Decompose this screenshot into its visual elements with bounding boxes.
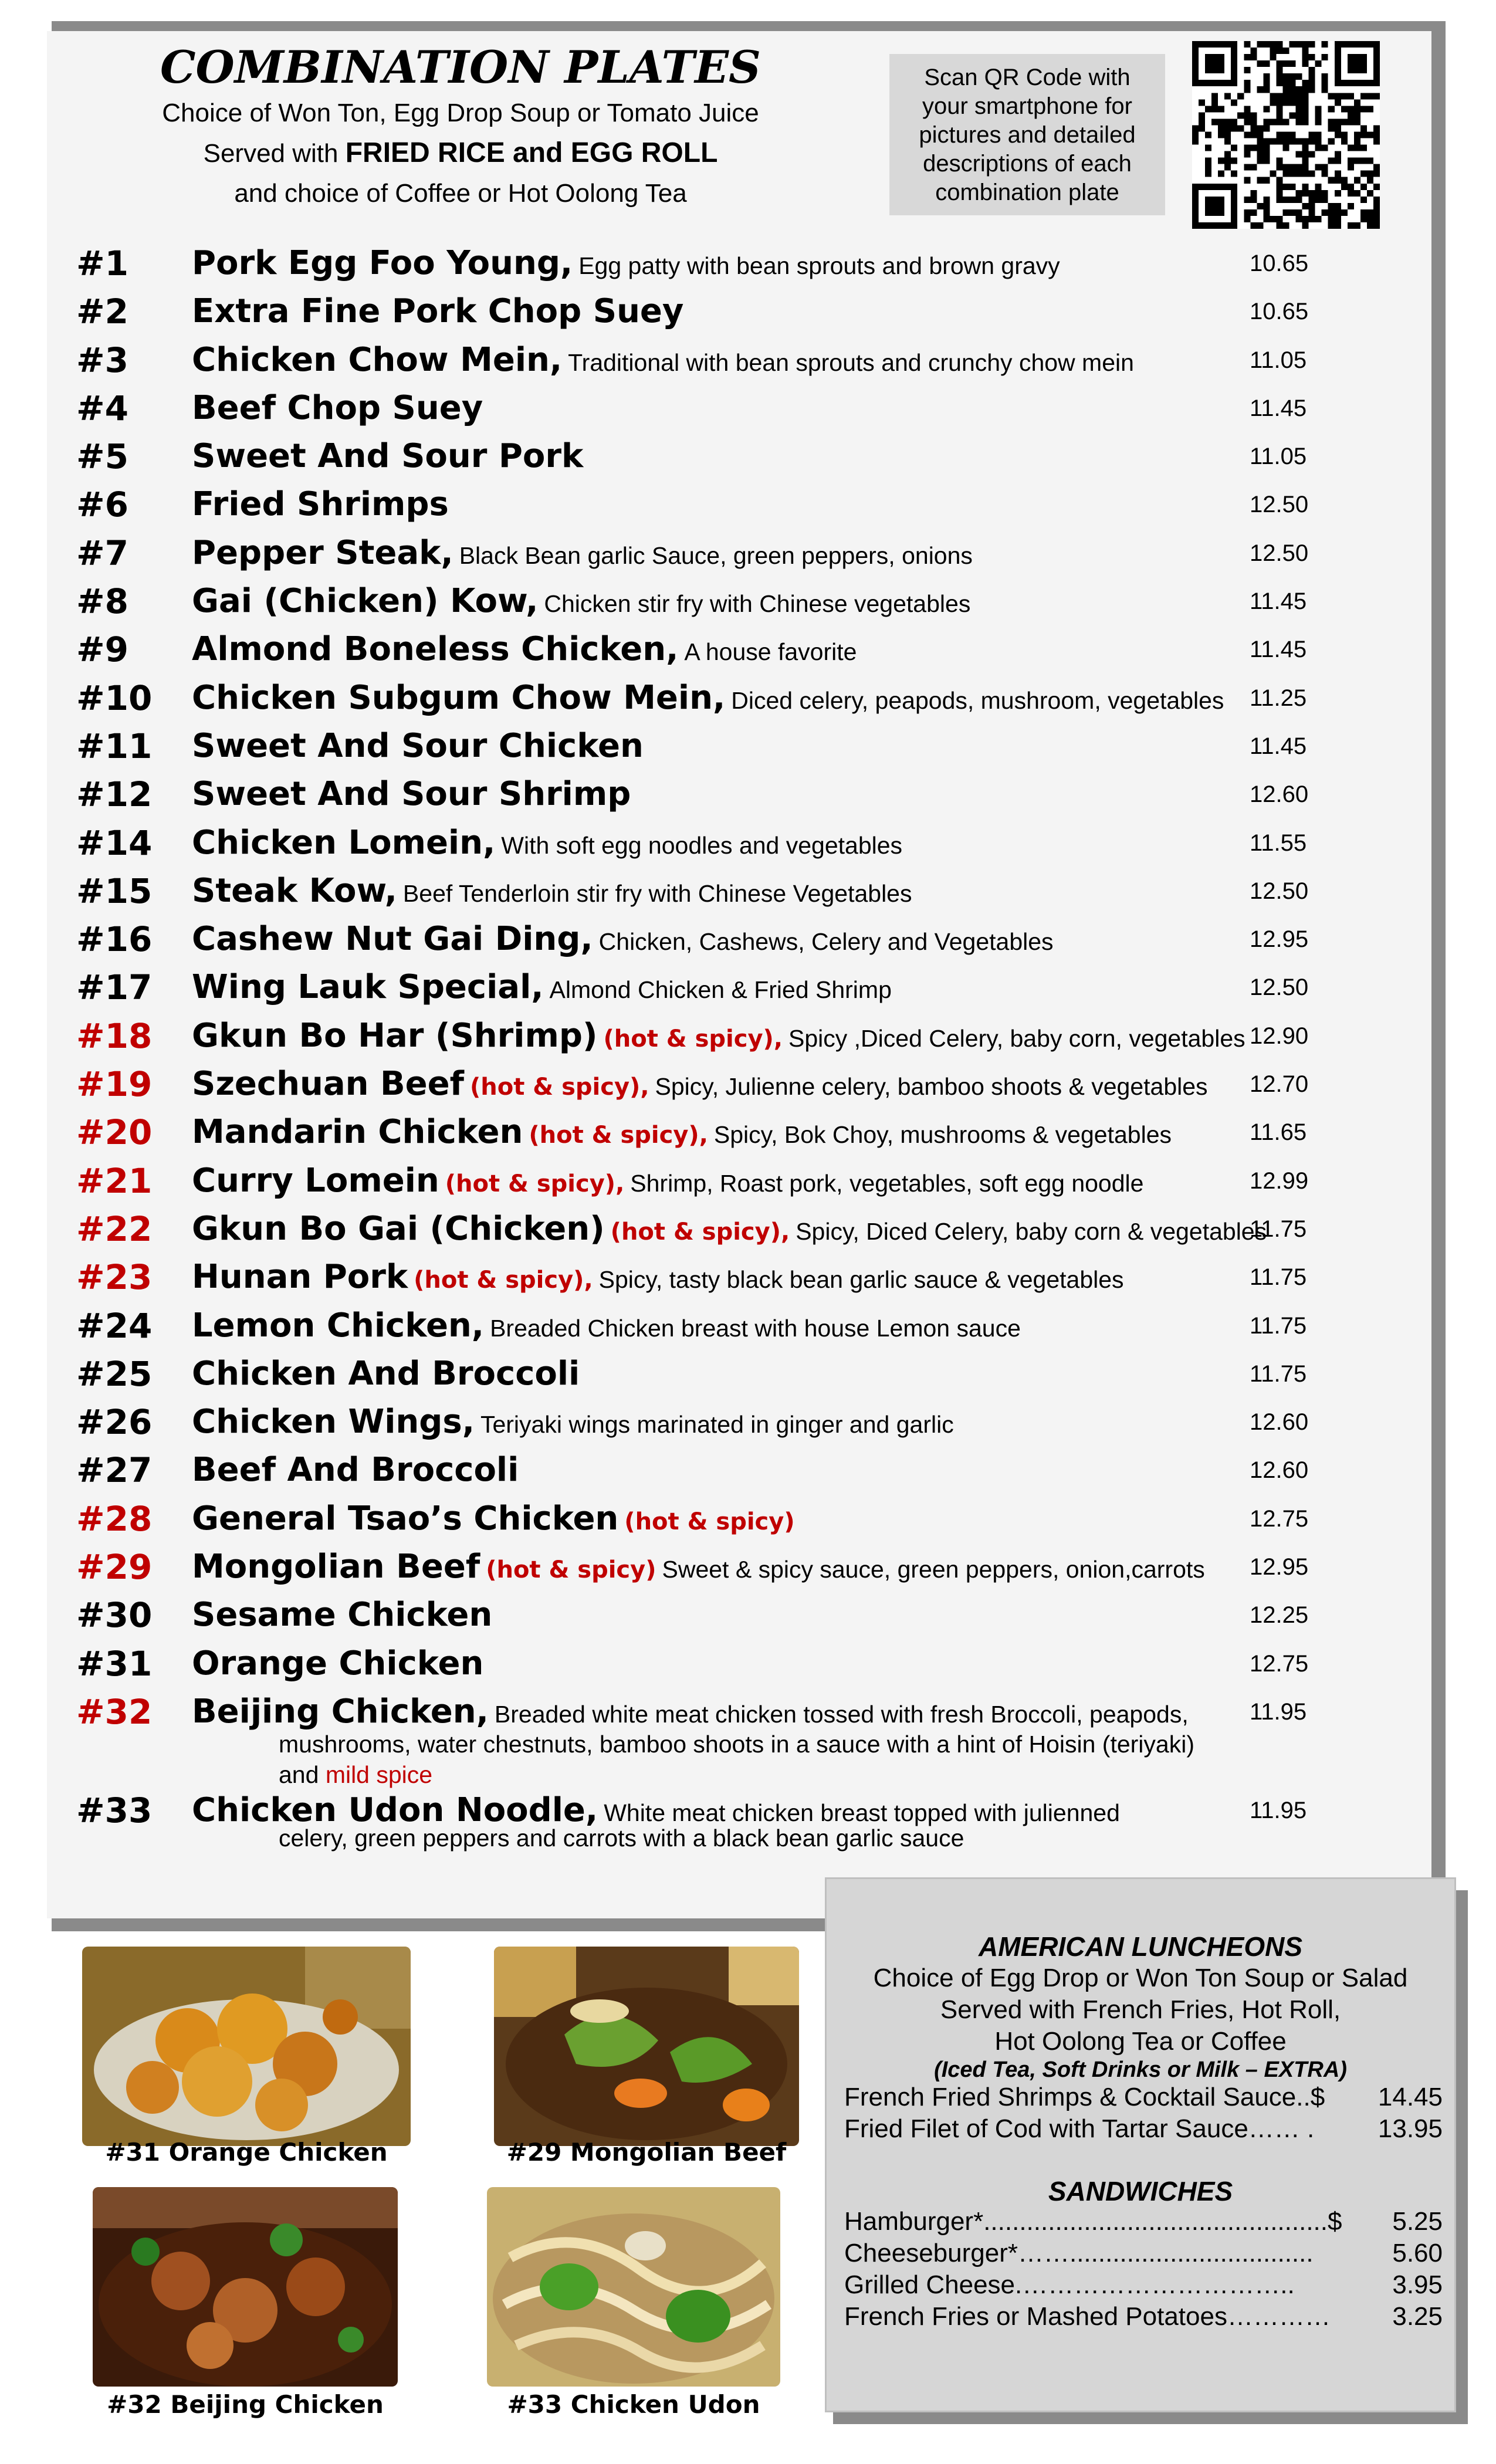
menu-item xyxy=(76,1495,1385,1543)
item-line xyxy=(192,1302,1021,1358)
item-price: 11.05 xyxy=(1250,347,1307,373)
item-number: #4 xyxy=(76,388,128,428)
item-name: Beef Chop Suey xyxy=(192,388,483,427)
luncheon-item-label: Fried Filet of Cod with Tartar Sauce…… . xyxy=(844,2114,1315,2143)
luncheons-extra-note: (Iced Tea, Soft Drinks or Milk – EXTRA) xyxy=(934,2057,1347,2082)
sandwiches-title: SANDWICHES xyxy=(1048,2176,1233,2206)
item-number: #2 xyxy=(76,292,128,332)
item-number: #6 xyxy=(76,485,128,525)
item-name: Beef And Broccoli xyxy=(192,1451,519,1490)
item-price: 12.25 xyxy=(1250,1602,1309,1629)
page-title: COMBINATION PLATES xyxy=(160,41,761,93)
item-number: #15 xyxy=(76,871,153,911)
menu-item xyxy=(76,1350,1385,1398)
luncheon-item-label: French Fried Shrimps & Cocktail Sauce..$ xyxy=(844,2083,1325,2111)
item-number: #12 xyxy=(76,774,153,815)
item-name: Almond Boneless Chicken, xyxy=(192,630,679,669)
item-name: Hunan Pork xyxy=(192,1258,408,1297)
menu-item xyxy=(76,480,1385,529)
item-description-cont: celery, green peppers and carrots with a black bean garlic sauce xyxy=(279,1824,964,1852)
item-line xyxy=(192,1398,954,1454)
menu-item xyxy=(76,674,1385,722)
served-with xyxy=(94,133,827,174)
menu-item xyxy=(76,722,1385,770)
item-price: 12.50 xyxy=(1250,492,1309,518)
item-name: Mongolian Beef xyxy=(192,1548,480,1586)
item-description: Beef Tenderloin stir fry with Chinese Vegetables xyxy=(402,879,912,907)
item-price: 12.95 xyxy=(1250,1554,1309,1580)
luncheons-title: AMERICAN LUNCHEONS xyxy=(979,1931,1302,1962)
item-price: 12.70 xyxy=(1250,1071,1309,1098)
menu-item xyxy=(76,915,1385,963)
item-number: #27 xyxy=(76,1450,153,1491)
item-line xyxy=(192,770,631,826)
luncheon-item xyxy=(827,2083,1454,2114)
menu-item xyxy=(76,1060,1385,1108)
item-number: #14 xyxy=(76,823,153,863)
item-name: Chicken And Broccoli xyxy=(192,1354,580,1393)
item-number: #1 xyxy=(76,243,128,283)
chicken-udon-photo xyxy=(487,2187,780,2387)
item-line xyxy=(192,577,970,633)
item-name: Sweet And Sour Shrimp xyxy=(192,775,631,814)
item-name: Sweet And Sour Chicken xyxy=(192,726,644,765)
item-description: Spicy, tasty black bean garlic sauce & vegetables xyxy=(598,1266,1124,1294)
item-name: Chicken Subgum Chow Mein, xyxy=(192,678,726,717)
item-name: Sesame Chicken xyxy=(192,1596,493,1634)
item-description: Breaded white meat chicken tossed with fresh Broccoli, peapods, xyxy=(494,1700,1189,1728)
sandwich-item-label: Grilled Cheese.………………………….. xyxy=(844,2270,1295,2299)
item-name: Cashew Nut Gai Ding, xyxy=(192,920,593,959)
item-number: #24 xyxy=(76,1305,153,1346)
item-name: Mandarin Chicken xyxy=(192,1113,523,1152)
menu-item xyxy=(76,1302,1385,1350)
qr-note-line: Scan QR Code with xyxy=(924,65,1131,90)
item-line xyxy=(192,1012,1245,1068)
item-number: #17 xyxy=(76,967,153,1008)
item-description: Spicy, Bok Choy, mushrooms & vegetables xyxy=(713,1121,1172,1149)
item-name: Sweet And Sour Pork xyxy=(192,437,584,476)
item-description: Spicy, Julienne celery, bamboo shoots & vegetables xyxy=(655,1073,1208,1101)
spicy-tag: (hot & spicy), xyxy=(470,1074,649,1101)
item-description-line xyxy=(279,1759,1194,1790)
item-price: 11.45 xyxy=(1250,733,1307,759)
item-price: 11.45 xyxy=(1250,395,1307,421)
item-line xyxy=(192,1350,580,1406)
item-price: 11.75 xyxy=(1250,1360,1307,1387)
sandwich-item-label: French Fries or Mashed Potatoes………… xyxy=(844,2302,1331,2331)
item-line xyxy=(192,1543,1205,1599)
menu-item xyxy=(76,1640,1385,1688)
item-price: 12.50 xyxy=(1250,974,1309,1001)
item-description: White meat chicken breast topped with julienned xyxy=(604,1799,1120,1826)
item-price: 11.95 xyxy=(1250,1797,1307,1823)
item-number: #23 xyxy=(76,1257,153,1298)
item-line xyxy=(192,1108,1172,1164)
spicy-tag: (hot & spicy) xyxy=(624,1508,795,1535)
item-line xyxy=(192,1591,492,1647)
item-line xyxy=(192,915,1054,971)
item-name: Chicken Lomein, xyxy=(192,823,496,862)
item-price: 10.65 xyxy=(1250,251,1309,276)
item-number: #28 xyxy=(76,1498,153,1539)
item-price: 12.60 xyxy=(1250,1409,1309,1436)
item-line xyxy=(192,1060,1208,1116)
menu-item xyxy=(76,1688,1385,1786)
menu-item xyxy=(76,529,1385,577)
drink-choice: and choice of Coffee or Hot Oolong Tea xyxy=(234,179,687,208)
luncheon-item xyxy=(827,2114,1454,2146)
menu-item xyxy=(76,1012,1385,1060)
item-description: Chicken, Cashews, Celery and Vegetables xyxy=(598,928,1054,956)
item-description: A house favorite xyxy=(684,638,857,666)
sandwich-item-price: 3.95 xyxy=(1392,2270,1443,2299)
item-description-cont xyxy=(279,1729,1194,1790)
item-number: #33 xyxy=(76,1790,153,1830)
sandwich-item-price: 5.25 xyxy=(1392,2207,1443,2236)
item-price: 11.65 xyxy=(1250,1119,1307,1146)
menu-item xyxy=(76,963,1385,1011)
item-number: #10 xyxy=(76,678,153,718)
menu-item xyxy=(76,1543,1385,1591)
menu-item xyxy=(76,1591,1385,1639)
item-price: 11.95 xyxy=(1250,1698,1307,1725)
item-number: #31 xyxy=(76,1643,153,1684)
item-price: 11.75 xyxy=(1250,1216,1307,1242)
spicy-tag: (hot & spicy) xyxy=(486,1556,656,1584)
item-line xyxy=(192,867,912,923)
spicy-tag: (hot & spicy), xyxy=(529,1122,708,1149)
item-number: #32 xyxy=(76,1691,153,1732)
menu-item xyxy=(76,432,1385,480)
item-number: #30 xyxy=(76,1595,153,1636)
beijing-chicken-photo xyxy=(93,2187,398,2387)
qr-note xyxy=(889,54,1165,215)
item-number: #26 xyxy=(76,1402,153,1443)
luncheon-item-price: 13.95 xyxy=(1377,2114,1443,2143)
sandwich-item xyxy=(827,2207,1454,2239)
item-line xyxy=(192,1253,1124,1309)
sandwich-item-price: 5.60 xyxy=(1392,2239,1443,2267)
photo-caption: #33 Chicken Udon xyxy=(507,2390,760,2419)
item-name: Chicken Chow Mein, xyxy=(192,340,563,379)
menu-item xyxy=(76,1108,1385,1156)
item-description: Traditional with bean sprouts and crunchy chow mein xyxy=(568,348,1134,376)
item-name: General Tsao’s Chicken xyxy=(192,1499,619,1538)
item-price: 11.75 xyxy=(1250,1264,1307,1291)
item-number: #22 xyxy=(76,1209,153,1249)
menu-item xyxy=(76,1253,1385,1301)
item-number: #21 xyxy=(76,1160,153,1201)
item-name: Wing Lauk Special, xyxy=(192,968,544,1007)
item-number: #9 xyxy=(76,629,128,670)
menu-item xyxy=(76,1786,1385,1852)
item-number: #8 xyxy=(76,581,128,622)
item-description: With soft egg noodles and vegetables xyxy=(501,831,903,859)
item-line xyxy=(192,722,644,778)
orange-chicken-photo xyxy=(82,1947,411,2146)
item-number: #3 xyxy=(76,340,128,380)
item-price: 12.50 xyxy=(1250,878,1309,904)
spicy-tag: (hot & spicy), xyxy=(445,1170,625,1197)
item-description: Diced celery, peapods, mushroom, vegetables xyxy=(731,686,1224,714)
luncheon-item-price: 14.45 xyxy=(1377,2083,1443,2111)
item-price: 12.60 xyxy=(1250,1457,1309,1484)
menu-item xyxy=(76,1446,1385,1494)
item-description: Teriyaki wings marinated in ginger and garlic xyxy=(480,1411,954,1439)
item-line xyxy=(192,1205,1267,1261)
item-name: Steak Kow, xyxy=(192,871,397,910)
photo-caption: #31 Orange Chicken xyxy=(105,2138,388,2167)
item-line xyxy=(192,287,683,343)
sandwich-item xyxy=(827,2239,1454,2270)
item-description-text: and xyxy=(279,1761,326,1788)
item-price: 11.55 xyxy=(1250,830,1307,856)
item-price: 11.75 xyxy=(1250,1312,1307,1339)
item-line xyxy=(192,384,483,440)
menu-item xyxy=(76,1157,1385,1205)
item-number: #16 xyxy=(76,919,153,960)
item-number: #11 xyxy=(76,726,153,766)
menu-header xyxy=(94,41,827,214)
item-number: #19 xyxy=(76,1064,153,1105)
item-description: Breaded Chicken breast with house Lemon sauce xyxy=(490,1314,1021,1342)
menu-item xyxy=(76,1398,1385,1446)
item-description: Egg patty with bean sprouts and brown gravy xyxy=(578,252,1060,279)
menu-item xyxy=(76,1205,1385,1253)
luncheons-line: Choice of Egg Drop or Won Ton Soup or Salad xyxy=(873,1964,1408,1992)
menu-item xyxy=(76,384,1385,432)
item-name: Extra Fine Pork Chop Suey xyxy=(192,292,684,331)
item-description: Black Bean garlic Sauce, green peppers, onions xyxy=(459,541,973,569)
item-number: #5 xyxy=(76,436,128,477)
item-line xyxy=(192,625,857,681)
item-price: 12.95 xyxy=(1250,926,1309,953)
menu-item xyxy=(76,819,1385,867)
item-line xyxy=(192,819,902,875)
menu-item xyxy=(76,770,1385,818)
item-description: Chicken stir fry with Chinese vegetables xyxy=(544,590,971,618)
spicy-tag: (hot & spicy), xyxy=(610,1218,790,1245)
item-line xyxy=(192,1495,795,1551)
luncheons-line: Hot Oolong Tea or Coffee xyxy=(994,2027,1287,2056)
item-line xyxy=(192,336,1134,392)
item-price: 12.75 xyxy=(1250,1505,1309,1532)
item-name: Pepper Steak, xyxy=(192,533,453,572)
sandwich-item-label: Hamburger*................................................$ xyxy=(844,2207,1342,2236)
item-line xyxy=(192,1446,519,1502)
item-name: Lemon Chicken, xyxy=(192,1306,485,1345)
sandwich-item-price: 3.25 xyxy=(1392,2302,1443,2331)
qr-note-line: descriptions of each xyxy=(923,151,1132,177)
item-number: #18 xyxy=(76,1016,153,1056)
item-line xyxy=(192,529,973,585)
item-name: Curry Lomein xyxy=(192,1161,439,1200)
item-name: Chicken Wings, xyxy=(192,1403,475,1441)
menu-item xyxy=(76,336,1385,384)
item-price: 10.65 xyxy=(1250,299,1309,325)
item-price: 12.50 xyxy=(1250,540,1309,566)
item-description: Sweet & spicy sauce, green peppers, onion,carrots xyxy=(662,1556,1205,1583)
item-line xyxy=(192,1640,483,1695)
item-description: Spicy ,Diced Celery, baby corn, vegetables xyxy=(788,1024,1245,1052)
item-description-line: mushrooms, water chestnuts, bamboo shoots in a sauce with a hint of Hoisin (teriyaki) xyxy=(279,1730,1194,1758)
item-line xyxy=(192,963,892,1019)
item-name: Orange Chicken xyxy=(192,1644,484,1683)
item-price: 11.25 xyxy=(1250,685,1307,711)
item-price: 12.99 xyxy=(1250,1167,1309,1194)
qr-note-line: your smartphone for xyxy=(922,93,1132,119)
item-name: Gkun Bo Gai (Chicken) xyxy=(192,1209,605,1248)
menu-item xyxy=(76,287,1385,336)
served-with-prefix: Served with xyxy=(203,139,346,168)
mild-spice-note: mild spice xyxy=(325,1761,433,1788)
item-price: 11.45 xyxy=(1250,637,1307,663)
sandwich-item xyxy=(827,2302,1454,2334)
item-name: Pork Egg Foo Young, xyxy=(192,244,573,282)
soup-choice: Choice of Won Ton, Egg Drop Soup or Tomato Juice xyxy=(162,99,759,127)
item-name: Beijing Chicken, xyxy=(192,1692,489,1731)
menu-item xyxy=(76,577,1385,625)
item-number: #25 xyxy=(76,1353,153,1394)
qr-note-line: combination plate xyxy=(935,180,1119,205)
qr-code-icon[interactable] xyxy=(1192,41,1380,229)
item-price: 11.45 xyxy=(1250,588,1307,615)
item-name: Gkun Bo Har (Shrimp) xyxy=(192,1016,598,1055)
mongolian-beef-photo xyxy=(494,1947,799,2146)
item-line xyxy=(192,432,583,488)
photo-caption: #29 Mongolian Beef xyxy=(506,2138,787,2167)
item-line xyxy=(192,674,1224,730)
sandwich-item-label: Cheeseburger*…….................................. xyxy=(844,2239,1314,2267)
item-description: Spicy, Diced Celery, baby corn & vegetables xyxy=(796,1217,1267,1245)
american-luncheons-box xyxy=(825,1877,1456,2412)
item-price: 12.90 xyxy=(1250,1023,1309,1049)
photo-caption: #32 Beijing Chicken xyxy=(107,2390,384,2419)
item-number: #7 xyxy=(76,533,128,573)
item-price: 12.75 xyxy=(1250,1650,1309,1677)
combination-list xyxy=(76,239,1385,1852)
item-name: Szechuan Beef xyxy=(192,1065,464,1104)
item-number: #20 xyxy=(76,1112,153,1153)
menu-item xyxy=(76,625,1385,673)
item-name: Chicken Udon Noodle, xyxy=(192,1791,598,1829)
item-number: #29 xyxy=(76,1547,153,1588)
item-name: Fried Shrimps xyxy=(192,485,449,524)
item-price: 11.05 xyxy=(1250,444,1307,470)
item-description: Shrimp, Roast pork, vegetables, soft egg noodle xyxy=(630,1169,1144,1197)
spicy-tag: (hot & spicy), xyxy=(603,1025,783,1052)
item-line xyxy=(192,239,1060,295)
menu-item xyxy=(76,239,1385,287)
menu-item xyxy=(76,867,1385,915)
item-name: Gai (Chicken) Kow, xyxy=(192,582,539,621)
qr-note-line: pictures and detailed xyxy=(919,122,1136,148)
item-line xyxy=(192,480,449,536)
luncheons-line: Served with French Fries, Hot Roll, xyxy=(940,1995,1341,2024)
served-with-bold: FRIED RICE and EGG ROLL xyxy=(345,137,718,168)
item-line xyxy=(192,1157,1143,1213)
item-description: Almond Chicken & Fried Shrimp xyxy=(549,976,892,1004)
spicy-tag: (hot & spicy), xyxy=(414,1267,593,1294)
item-price: 12.60 xyxy=(1250,781,1309,808)
sandwich-item xyxy=(827,2270,1454,2302)
